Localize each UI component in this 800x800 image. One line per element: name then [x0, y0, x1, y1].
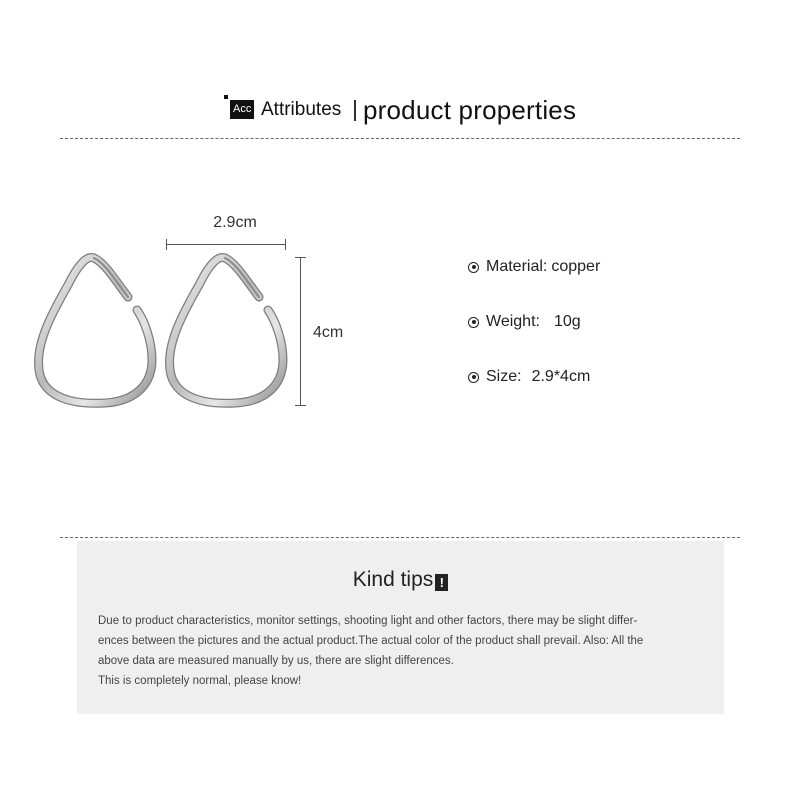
width-dimension-line	[166, 244, 286, 245]
earring-right	[170, 258, 283, 404]
width-dimension-tick-left	[166, 239, 167, 250]
width-dimension-label: 2.9cm	[213, 214, 257, 231]
kind-tips-line: ences between the pictures and the actual product.The actual color of the product shall prevail. Also: All the	[98, 635, 644, 647]
width-dimension-tick-right	[285, 239, 286, 250]
header-badge: Acc	[230, 100, 254, 119]
property-value: 10g	[553, 313, 581, 330]
height-dimension-label: 4cm	[313, 324, 344, 341]
property-material	[468, 258, 600, 276]
earrings-image	[20, 245, 300, 420]
property-key: Size:	[486, 368, 522, 385]
warning-icon: !	[435, 574, 448, 591]
kind-tips-panel	[77, 541, 724, 714]
earring-left	[39, 258, 152, 404]
height-dimension-line	[300, 257, 301, 406]
kind-tips-line: Due to product characteristics, monitor settings, shooting light and other factors, there may be slight differ-	[98, 615, 638, 627]
property-key: Weight:	[486, 313, 540, 330]
page-title: product properties	[363, 95, 577, 125]
kind-tips-title	[77, 568, 724, 592]
property-size	[468, 368, 590, 386]
kind-tips-text	[98, 611, 710, 691]
bullet-icon	[468, 262, 479, 273]
property-value: 2.9*4cm	[531, 368, 591, 385]
height-dimension-tick-bottom	[295, 405, 306, 406]
header-dot	[224, 95, 228, 99]
height-dimension-tick-top	[295, 257, 306, 258]
kind-tips-line: above data are measured manually by us, there are slight differences.	[98, 655, 454, 667]
header-attributes-label: Attributes	[261, 99, 342, 120]
divider-top	[60, 138, 740, 139]
kind-tips-title-text: Kind tips	[352, 568, 434, 591]
kind-tips-line: This is completely normal, please know!	[98, 675, 302, 687]
bullet-icon	[468, 372, 479, 383]
bullet-icon	[468, 317, 479, 328]
divider-bottom	[60, 537, 740, 538]
property-weight	[468, 313, 581, 331]
property-value: copper	[551, 258, 601, 275]
property-key: Material:	[486, 258, 548, 275]
header-separator	[354, 100, 356, 121]
